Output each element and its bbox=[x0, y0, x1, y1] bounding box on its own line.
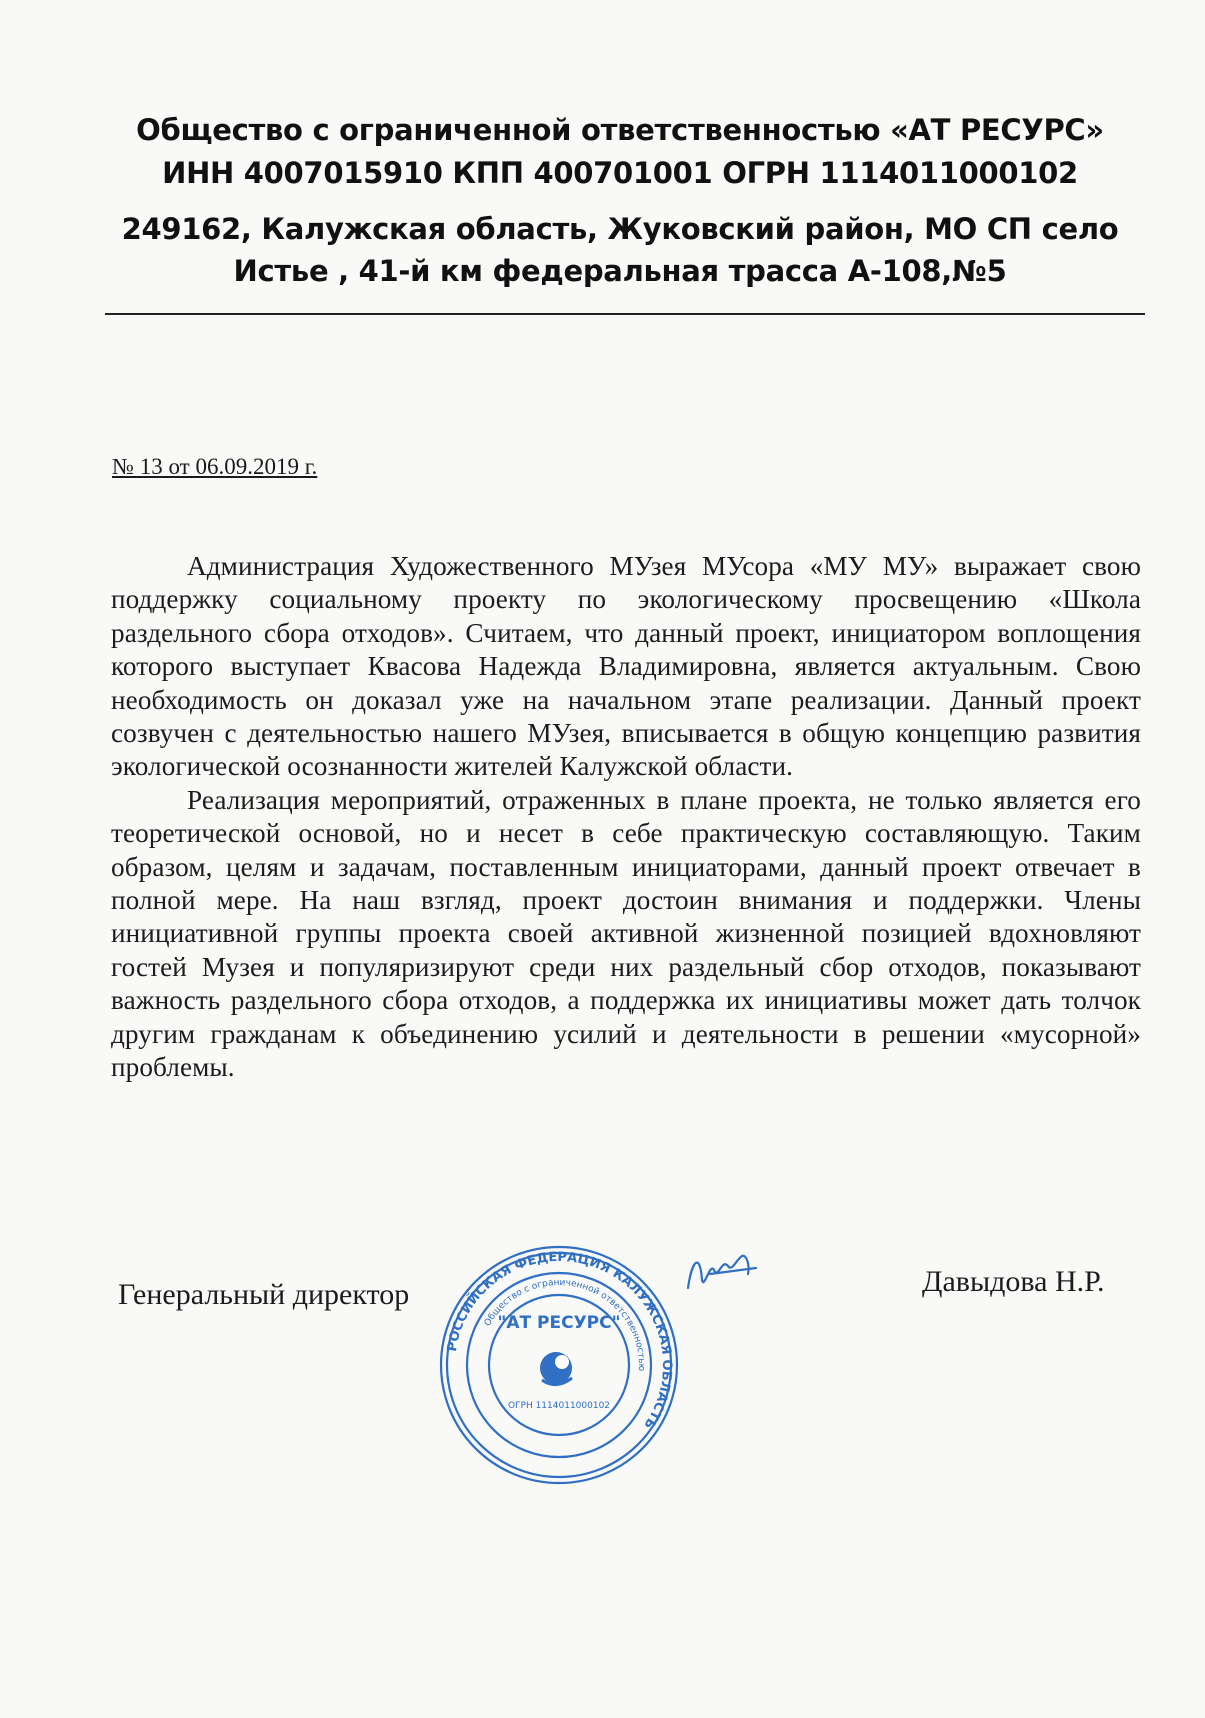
signatory-name: Давыдова Н.Р. bbox=[922, 1265, 1105, 1298]
stamp-company-name: "АТ РЕСУРС" bbox=[497, 1313, 621, 1333]
company-address-line-1: 249162, Калужская область, Жуковский район, МО СП село bbox=[121, 212, 1119, 246]
letterhead-divider bbox=[105, 313, 1145, 315]
company-registration-codes: ИНН 4007015910 КПП 400701001 ОГРН 1114011000102 bbox=[162, 156, 1078, 190]
letter-body bbox=[111, 550, 1141, 1085]
stamp-outer-text: РОССИЙСКАЯ ФЕДЕРАЦИЯ КАЛУЖСКАЯ ОБЛАСТЬ bbox=[444, 1249, 675, 1432]
company-name: Общество с ограниченной ответственностью «АТ РЕСУРС» bbox=[136, 113, 1104, 147]
stamp-ogrn: ОГРН 1114011000102 bbox=[507, 1401, 611, 1411]
stamp-logo-icon bbox=[540, 1352, 572, 1385]
document-number: № 13 от 06.09.2019 г. bbox=[112, 454, 318, 479]
signatory-title: Генеральный директор bbox=[118, 1278, 410, 1311]
stamp-inner-text: Общество с ограниченной ответственностью bbox=[482, 1277, 647, 1372]
body-paragraph-2: Реализация мероприятий, отраженных в плане проекта, не только является его теоретической основой, но и несет в себе практическую составляющую. Таким образом, целям и задачам, поставленным инициаторами, данный проект отвечает в полной мере. На наш взгляд, проект достоин внимания и поддержки. Члены инициативной группы проекта своей активной жизненной позицией вдохновляют гостей Музея и популяризируют среди них раздельный сбор отходов, показывают важность раздельного сбора отходов, а поддержка их инициативы может дать толчок другим гражданам к объединению усилий и деятельности в решении «мусорной» проблемы. bbox=[111, 784, 1141, 1083]
company-stamp bbox=[434, 1240, 684, 1490]
company-address-line-2: Истье , 41-й км федеральная трасса А-108,№5 bbox=[233, 254, 1007, 288]
body-paragraph-1: Администрация Художественного МУзея МУсора «МУ МУ» выражает свою поддержку социальному проекту по экологическому просвещению «Школа раздельного сбора отходов». Считаем, что данный проект, инициатором воплощения которого выступает Квасова Надежда Владимировна, является актуальным. Свою необходимость он доказал уже на начальном этапе реализации. Данный проект созвучен с деятельностью нашего МУзея, вписывается в общую концепцию развития экологической осознанности жителей Калужской области. bbox=[111, 551, 1141, 782]
handwritten-signature bbox=[680, 1240, 770, 1300]
